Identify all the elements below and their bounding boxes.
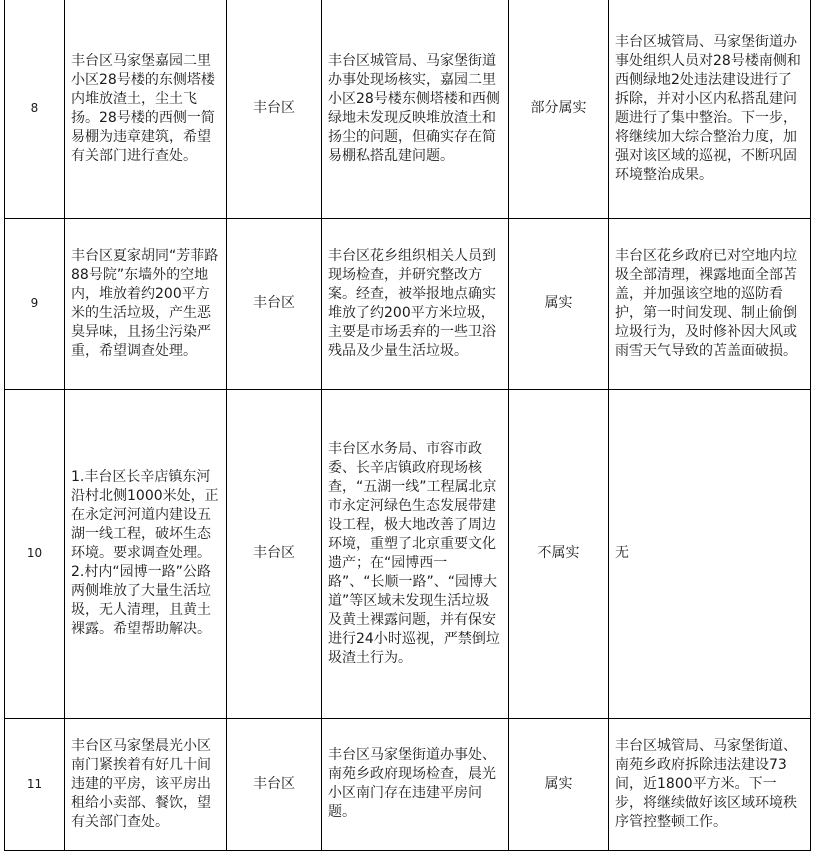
table-row <box>5 0 811 218</box>
district-cell: 丰台区 <box>227 218 322 389</box>
row-number: 8 <box>5 0 65 218</box>
investigation-cell: 丰台区马家堡街道办事处、南苑乡政府现场检查，晨光小区南门存在违建平房问题。 <box>322 718 509 850</box>
row-number: 11 <box>5 718 65 850</box>
investigation-cell: 丰台区城管局、马家堡街道办事处现场核实，嘉园二里小区28号楼东侧塔楼和西侧绿地未发现反映堆放渣土和扬尘的问题，但确实存在简易棚私搭乱建问题。 <box>322 0 509 218</box>
investigation-cell: 丰台区花乡组织相关人员到现场检查，并研究整改方案。经查，被举报地点确实堆放了约200平方米垃圾，主要是市场丢弃的一些卫浴残品及少量生活垃圾。 <box>322 218 509 389</box>
district-cell: 丰台区 <box>227 718 322 850</box>
verdict-cell: 不属实 <box>509 389 609 718</box>
table-row <box>5 389 811 718</box>
table-row <box>5 718 811 850</box>
verdict-cell: 部分属实 <box>509 0 609 218</box>
investigation-cell: 丰台区水务局、市容市政委、长辛店镇政府现场核查，“五湖一线”工程属北京市永定河绿色生态发展带建设工程，极大地改善了周边环境，重塑了北京重要文化遗产；在“园博西一路”、“长顺一路”、“园博大道”等区域未发现生活垃圾及黄土裸露问题，并有保安进行24小时巡视，严禁倒垃圾渣土行为。 <box>322 389 509 718</box>
complaint-content: 丰台区马家堡晨光小区南门紧挨着有好几十间违建的平房，该平房出租给小卖部、餐饮，望有关部门查处。 <box>65 718 227 850</box>
complaint-content: 丰台区夏家胡同“芳菲路88号院”东墙外的空地内，堆放着约200平方米的生活垃圾，产生恶臭异味，且扬尘污染严重，希望调查处理。 <box>65 218 227 389</box>
row-number: 9 <box>5 218 65 389</box>
result-cell: 无 <box>609 389 811 718</box>
result-cell: 丰台区城管局、马家堡街道、南苑乡政府拆除违法建设73间，近1800平方米。下一步，将继续做好该区域环境秩序管控整顿工作。 <box>609 718 811 850</box>
complaint-content: 1.丰台区长辛店镇东河沿村北侧1000米处，正在永定河河道内建设五湖一线工程，破坏生态环境。要求调查处理。2.村内“园博一路”公路两侧堆放了大量生活垃圾，无人清理，且黄土裸露。希望帮助解决。 <box>65 389 227 718</box>
verdict-cell: 属实 <box>509 718 609 850</box>
district-cell: 丰台区 <box>227 389 322 718</box>
row-number: 10 <box>5 389 65 718</box>
complaint-content: 丰台区马家堡嘉园二里小区28号楼的东侧塔楼内堆放渣土，尘土飞扬。28号楼的西侧一简易棚为违章建筑，希望有关部门进行查处。 <box>65 0 227 218</box>
result-cell: 丰台区花乡政府已对空地内垃圾全部清理，裸露地面全部苫盖，并加强该空地的巡防看护，第一时间发现、制止偷倒垃圾行为，及时修补因大风或雨雪天气导致的苫盖面破损。 <box>609 218 811 389</box>
complaint-table <box>4 0 811 851</box>
result-cell: 丰台区城管局、马家堡街道办事处组织人员对28号楼南侧和西侧绿地2处违法建设进行了拆除，并对小区内私搭乱建问题进行了集中整治。下一步，将继续加大综合整治力度，加强对该区域的巡视，不断巩固环境整治成果。 <box>609 0 811 218</box>
district-cell: 丰台区 <box>227 0 322 218</box>
table-row <box>5 218 811 389</box>
verdict-cell: 属实 <box>509 218 609 389</box>
